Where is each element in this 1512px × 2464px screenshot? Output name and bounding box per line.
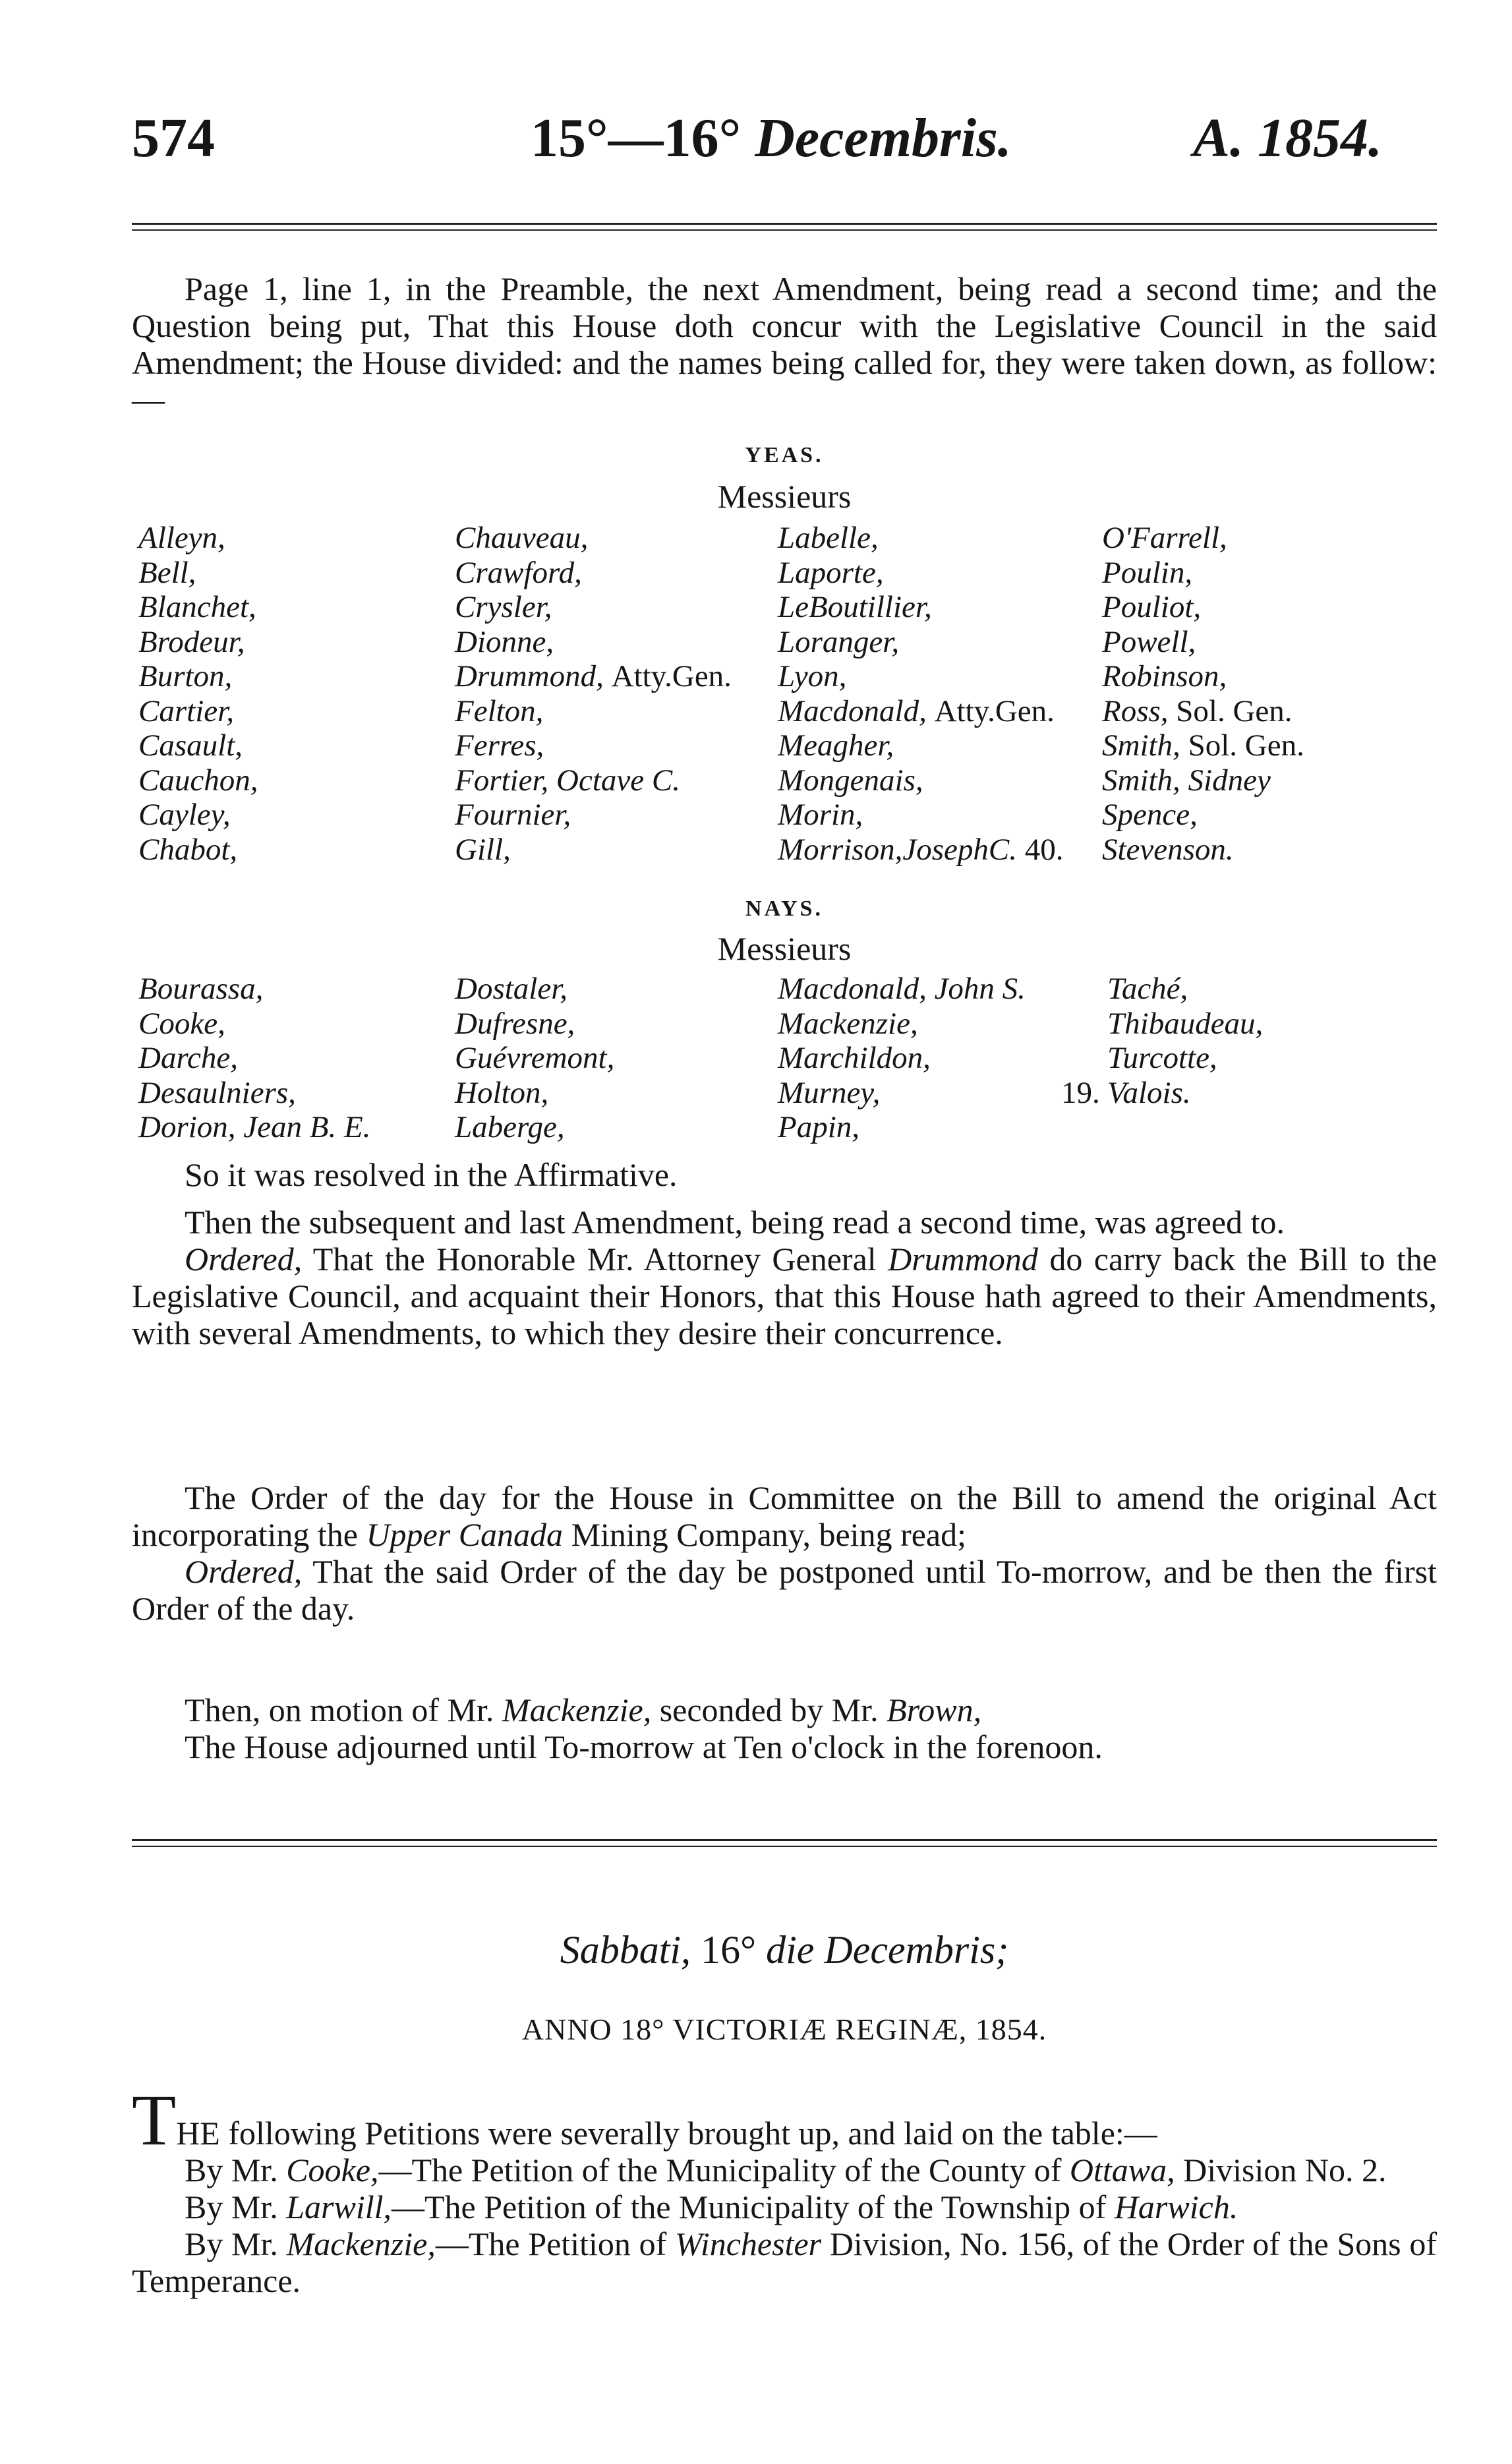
yeas-column-1 xyxy=(138,521,258,867)
member-name: Dorion, Jean B. E. xyxy=(138,1110,371,1144)
member-name: Cartier, xyxy=(138,693,234,728)
regnal-year: ANNO 18° VICTORIÆ REGINÆ, 1854. xyxy=(521,2012,1047,2046)
adjournment-paragraph: Then, on motion of Mr. Mackenzie, seconded by Mr. Brown, The House adjourned until To-morrow at Ten o'clock in the forenoon. xyxy=(185,1691,1103,1765)
result-paragraph: So it was resolved in the Affirmative. xyxy=(185,1156,678,1193)
member-name: Macdonald, Atty.Gen. xyxy=(778,693,1055,728)
member-name: Taché, xyxy=(1107,972,1188,1006)
header-rule-top xyxy=(132,223,1437,225)
member-name: Powell, xyxy=(1102,624,1196,659)
member-name: Thibaudeau, xyxy=(1107,1006,1264,1041)
member-name: Ross, Sol. Gen. xyxy=(1102,693,1293,728)
member-name: Mongenais, xyxy=(778,763,923,798)
petitions-section xyxy=(132,2080,1437,2299)
member-name: Macdonald, John S. xyxy=(778,972,1026,1006)
header-year: A. 1854. xyxy=(1193,107,1383,169)
section-rule-top xyxy=(132,1839,1437,1841)
member-name: Holton, xyxy=(455,1075,549,1110)
member-name: Desaulniers, xyxy=(138,1075,296,1110)
member-name: Turcotte, xyxy=(1107,1041,1217,1075)
member-name: Stevenson. xyxy=(1102,832,1234,867)
member-name: Lyon, xyxy=(778,659,847,693)
member-name: Cauchon, xyxy=(138,763,258,798)
member-name: Dionne, xyxy=(455,624,554,659)
amendment-paragraph: Then the subsequent and last Amendment, being read a second time, was agreed to. Ordered, That the Honorable Mr. Attorney General Drummond do carry back the Bill to the Legislative Council, and acquaint their Honors, that this House hath agreed to their Amendments, with several Amendments, to which they desire their concurrence. xyxy=(132,1204,1438,1351)
member-name: Drummond, Atty.Gen. xyxy=(455,659,732,693)
member-name: Ferres, xyxy=(455,728,544,763)
member-name: O'Farrell, xyxy=(1102,521,1227,555)
member-name: Alleyn, xyxy=(138,521,225,555)
yeas-column-2 xyxy=(455,521,732,867)
member-name: Dufresne, xyxy=(455,1006,575,1041)
member-name: Fournier, xyxy=(455,798,571,832)
member-name: Pouliot, xyxy=(1102,590,1202,624)
member-name: Crawford, xyxy=(455,555,582,590)
member-name: Spence, xyxy=(1102,798,1198,832)
member-name: Brodeur, xyxy=(138,624,245,659)
member-name: Dostaler, xyxy=(455,972,568,1006)
petition-item: By Mr. Cooke,—The Petition of the Municipality of the County of Ottawa, Division No. 2. xyxy=(185,2152,1387,2188)
member-name: Meagher, xyxy=(778,728,894,763)
member-name: Loranger, xyxy=(778,624,900,659)
member-name: Gill, xyxy=(455,832,511,867)
member-name: Laporte, xyxy=(778,555,884,590)
division-paragraph: Page 1, line 1, in the Preamble, the next Amendment, being read a second time; and the Question being put, That this House doth concur with the Legislative Council in the said Amendment; the House divided: and the names being called for, they were taken down, as follow:— xyxy=(132,270,1437,418)
member-name: Morin, xyxy=(778,798,863,832)
member-name: Mackenzie, xyxy=(778,1006,918,1041)
nays-column-2 xyxy=(455,972,614,1145)
member-name: Guévremont, xyxy=(455,1041,615,1075)
member-name: Burton, xyxy=(138,659,233,693)
nays-column-1 xyxy=(138,972,370,1145)
member-name: Crysler, xyxy=(455,590,552,624)
page-number: 574 xyxy=(132,107,215,169)
member-name: Fortier, Octave C. xyxy=(455,763,680,798)
member-name: Murney, xyxy=(778,1075,881,1110)
member-name: Blanchet, xyxy=(138,590,256,624)
member-name: Smith, Sol. Gen. xyxy=(1102,728,1304,763)
member-name: 19. Valois. xyxy=(1061,1075,1191,1110)
committee-paragraph: The Order of the day for the House in Committee on the Bill to amend the original Act incorporating the Upper Canada Mining Company, being read; Ordered, That the said Order of the day be postponed until To-morrow, and be then the first Order of the day. xyxy=(132,1479,1437,1627)
member-name: Poulin, xyxy=(1102,555,1193,590)
member-name: Bell, xyxy=(138,555,196,590)
sitting-date: Sabbati, 16° die Decembris; xyxy=(560,1928,1009,1972)
member-name: Smith, Sidney xyxy=(1102,763,1271,798)
member-name: Bourassa, xyxy=(138,972,264,1006)
petition-item: By Mr. Larwill,—The Petition of the Municipality of the Township of Harwich. xyxy=(185,2188,1238,2225)
section-rule-bottom xyxy=(132,1846,1437,1847)
member-name: Felton, xyxy=(455,693,544,728)
member-name: Cooke, xyxy=(138,1006,225,1041)
member-name: Chauveau, xyxy=(455,521,589,555)
header-date: 15°—16° Decembris. xyxy=(531,107,1012,169)
nays-column-3 xyxy=(778,972,1026,1145)
member-name: Darche, xyxy=(138,1041,238,1075)
ordered-paragraph: Ordered, That the Honorable Mr. Attorney General Drummond do carry back the Bill to the Legislative Council, and acquaint their Honors, that this House hath agreed to their Amendments, with several Amendments, to which they desire their concurrence. xyxy=(132,1241,1438,1351)
yeas-title: YEAS. xyxy=(745,443,824,467)
member-name: Papin, xyxy=(778,1110,860,1144)
petitions-intro: THE following Petitions were severally brought up, and laid on the table:— xyxy=(132,2080,1157,2160)
member-name: Morrison,JosephC. 40. xyxy=(778,832,1064,867)
member-name: Cayley, xyxy=(138,798,231,832)
member-name: Chabot, xyxy=(138,832,238,867)
member-name: Marchildon, xyxy=(778,1041,931,1075)
member-name: Robinson, xyxy=(1102,659,1227,693)
header-rule-bottom xyxy=(132,229,1437,231)
yeas-messieurs: Messieurs xyxy=(717,478,852,515)
member-name: LeBoutillier, xyxy=(778,590,932,624)
nays-column-4 xyxy=(1061,972,1263,1110)
nays-messieurs: Messieurs xyxy=(717,930,852,967)
yeas-column-4 xyxy=(1102,521,1304,867)
member-name: Casault, xyxy=(138,728,243,763)
yeas-column-3 xyxy=(778,521,1063,867)
nays-title: NAYS. xyxy=(745,896,823,921)
member-name: Laberge, xyxy=(455,1110,565,1144)
postponed-paragraph: Ordered, That the said Order of the day be postponed until To-morrow, and be then the first Order of the day. xyxy=(132,1553,1437,1627)
member-name: Labelle, xyxy=(778,521,879,555)
petition-item: By Mr. Mackenzie,—The Petition of Winchester Division, No. 156, of the Order of the Sons of Temperance. xyxy=(132,2225,1437,2299)
